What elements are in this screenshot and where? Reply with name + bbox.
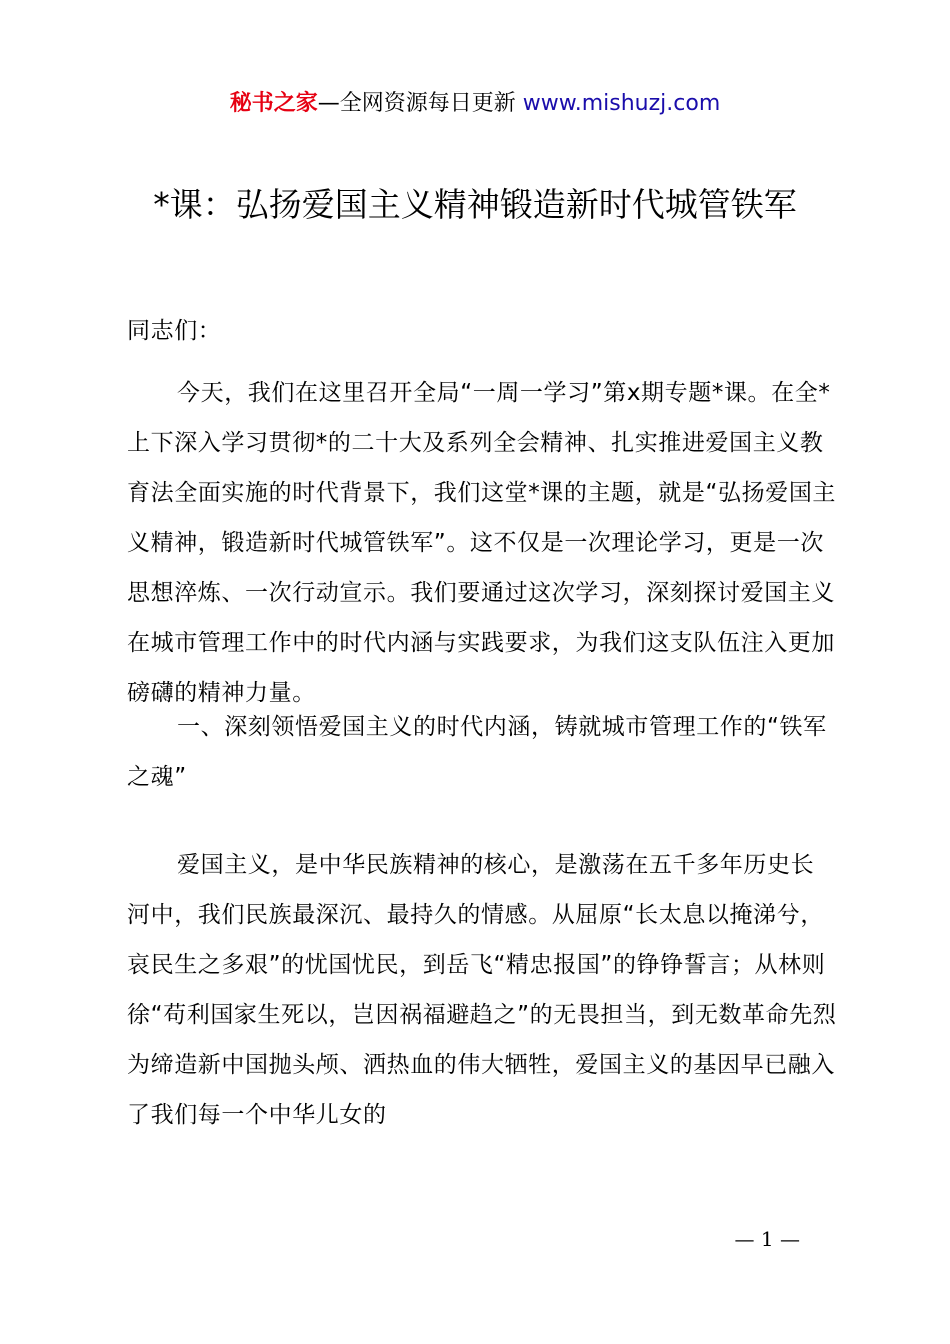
document-title: *课：弘扬爱国主义精神锻造新时代城管铁军 — [153, 185, 797, 224]
greeting: 同志们： — [127, 318, 222, 344]
site-url[interactable]: www.mishuzj.com — [522, 91, 721, 116]
site-banner — [0, 86, 950, 122]
paragraph-section-1: 爱国主义，是中华民族精神的核心，是激荡在五千多年历史长河中，我们民族最深沉、最持久的情感。从屈原“长太息以掩涕兮，哀民生之多艰”的忧国忧民，到岳飞“精忠报国”的铮铮誓言；从林则徐“苟利国家生死以，岂因祸福避趋之”的无畏担当，到无数革命先烈为缔造新中国抛头颅、洒热血的伟大牺牲，爱国主义的基因早已融入了我们每一个中华儿女的 — [127, 852, 837, 1128]
brand-name: 秘书之家 — [229, 91, 318, 116]
page-number: — 1 — — [734, 1227, 800, 1251]
section-heading-1: 一、深刻领悟爱国主义的时代内涵，铸就城市管理工作的“铁军之魂” — [127, 714, 827, 790]
paragraph-intro: 今天，我们在这里召开全局“一周一学习”第x期专题*课。在全*上下深入学习贯彻*的二十大及系列全会精神、扎实推进爱国主义教育法全面实施的时代背景下，我们这堂*课的主题，就是“弘扬爱国主义精神，锻造新时代城管铁军”。这不仅是一次理论学习，更是一次思想淬炼、一次行动宣示。我们要通过这次学习，深刻探讨爱国主义在城市管理工作中的时代内涵与实践要求，为我们这支队伍注入更加磅礴的精神力量。 — [127, 380, 837, 706]
banner-tagline: —全网资源每日更新 — [317, 91, 516, 116]
